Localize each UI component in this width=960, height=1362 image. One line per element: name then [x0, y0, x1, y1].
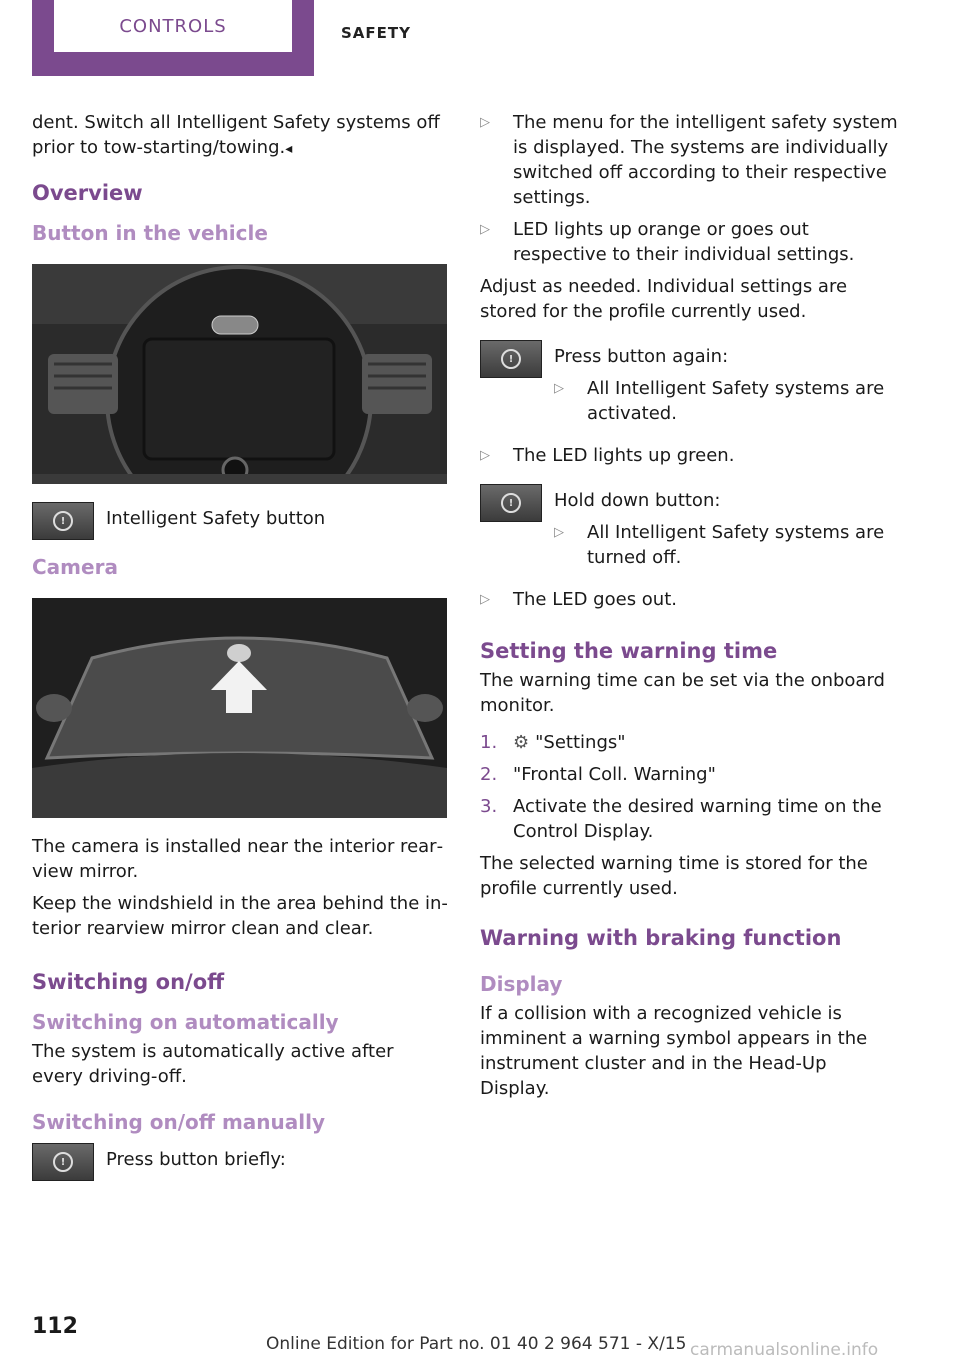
list-item — [480, 587, 898, 612]
intro-paragraph: dent. Switch all Intelligent Safety systems off prior to tow-starting/towing.◂ — [32, 112, 440, 158]
press-briefly-caption: Press button briefly: — [106, 1149, 286, 1170]
button-caption: Intelligent Safety button — [106, 508, 326, 529]
camera-heading: Camera — [32, 555, 118, 579]
safety-icon: ! — [501, 349, 521, 369]
switching-auto-heading: Switching on automatically — [32, 1010, 339, 1034]
step-item — [480, 762, 898, 787]
list-item-text: The LED lights up green. — [513, 445, 735, 466]
right-column — [480, 110, 898, 1108]
intelligent-safety-button-image — [32, 502, 94, 540]
list-item-text: The menu for the intelligent safety system is displayed. The systems are individually switched off according to their respective settings. — [513, 112, 898, 208]
triangle-bullet-icon: ▷ — [480, 222, 490, 237]
edition-footer: Online Edition for Part no. 01 40 2 964 571 - X/15 — [266, 1334, 687, 1354]
triangle-bullet-icon: ▷ — [480, 115, 490, 130]
display-heading: Display — [480, 972, 563, 996]
safety-icon: ! — [53, 1152, 73, 1172]
intelligent-safety-button-row — [32, 500, 450, 540]
list-item-text: The LED goes out. — [513, 589, 677, 610]
step-item — [480, 794, 898, 844]
triangle-bullet-icon: ▷ — [554, 381, 564, 396]
tab-safety[interactable]: SAFETY — [341, 24, 411, 42]
braking-heading: Warning with braking function — [480, 926, 842, 950]
page-number: 112 — [32, 1314, 78, 1339]
press-again-button-image — [480, 340, 542, 378]
overview-heading: Overview — [32, 181, 143, 205]
switching-auto-text: The system is automatically active after every driving-off. — [32, 1041, 394, 1087]
triangle-bullet-icon: ▷ — [480, 592, 490, 607]
list-item — [480, 110, 898, 210]
safety-icon: ! — [53, 511, 73, 531]
press-briefly-row — [32, 1141, 450, 1181]
hold-down-caption: Hold down button: — [554, 490, 721, 511]
step-text: "Frontal Coll. Warning" — [513, 764, 716, 785]
switching-heading: Switching on/off — [32, 970, 225, 994]
step-text: "Settings" — [535, 732, 626, 753]
step-number: 3. — [480, 796, 498, 817]
camera-photo — [32, 598, 447, 818]
list-item — [554, 376, 898, 426]
hold-down-button-image — [480, 484, 542, 522]
hold-down-row — [480, 482, 898, 577]
adjust-text: Adjust as needed. Individual settings are stored for the profile currently used. — [480, 276, 848, 322]
end-mark-icon: ◂ — [285, 141, 293, 157]
warning-time-text: The warning time can be set via the onboard monitor. — [480, 670, 885, 716]
list-item-text: All Intelligent Safety systems are activated. — [587, 378, 885, 424]
camera-clean-text: Keep the windshield in the area behind the interior rearview mirror clean and clear. — [32, 893, 448, 939]
camera-location-text: The camera is installed near the interior rearview mirror. — [32, 836, 444, 882]
list-item — [480, 443, 898, 468]
list-item — [554, 520, 898, 570]
tab-controls[interactable] — [32, 0, 314, 76]
left-column — [32, 110, 450, 1191]
header-tabs — [0, 0, 960, 76]
press-briefly-button-image — [32, 1143, 94, 1181]
press-again-block — [554, 338, 898, 433]
watermark: carmanualsonline.info — [690, 1340, 879, 1360]
step-item — [480, 730, 898, 755]
list-item-text: LED lights up orange or goes out respective to their individual settings. — [513, 219, 855, 265]
stored-text: The selected warning time is stored for the profile currently used. — [480, 853, 868, 899]
button-in-vehicle-heading: Button in the vehicle — [32, 221, 268, 245]
switching-manual-heading: Switching on/off manually — [32, 1110, 326, 1134]
gear-icon: ⚙ — [513, 732, 530, 753]
list-item — [480, 217, 898, 267]
press-again-row — [480, 338, 898, 433]
display-text: If a collision with a recognized vehicle is imminent a warning symbol appears in the instrument cluster and in the Head-Up Display. — [480, 1003, 868, 1099]
triangle-bullet-icon: ▷ — [554, 525, 564, 540]
step-text-wrap — [513, 730, 626, 755]
step-text: Activate the desired warning time on the Control Display. — [513, 796, 882, 842]
step-number: 2. — [480, 764, 498, 785]
list-item-text: All Intelligent Safety systems are turned off. — [587, 522, 885, 568]
step-number: 1. — [480, 732, 498, 753]
dashboard-photo — [32, 264, 447, 484]
hold-down-block — [554, 482, 898, 577]
safety-icon: ! — [501, 493, 521, 513]
triangle-bullet-icon: ▷ — [480, 448, 490, 463]
press-again-caption: Press button again: — [554, 346, 729, 367]
tab-controls-label: CONTROLS — [54, 0, 292, 52]
warning-time-heading: Setting the warning time — [480, 639, 778, 663]
